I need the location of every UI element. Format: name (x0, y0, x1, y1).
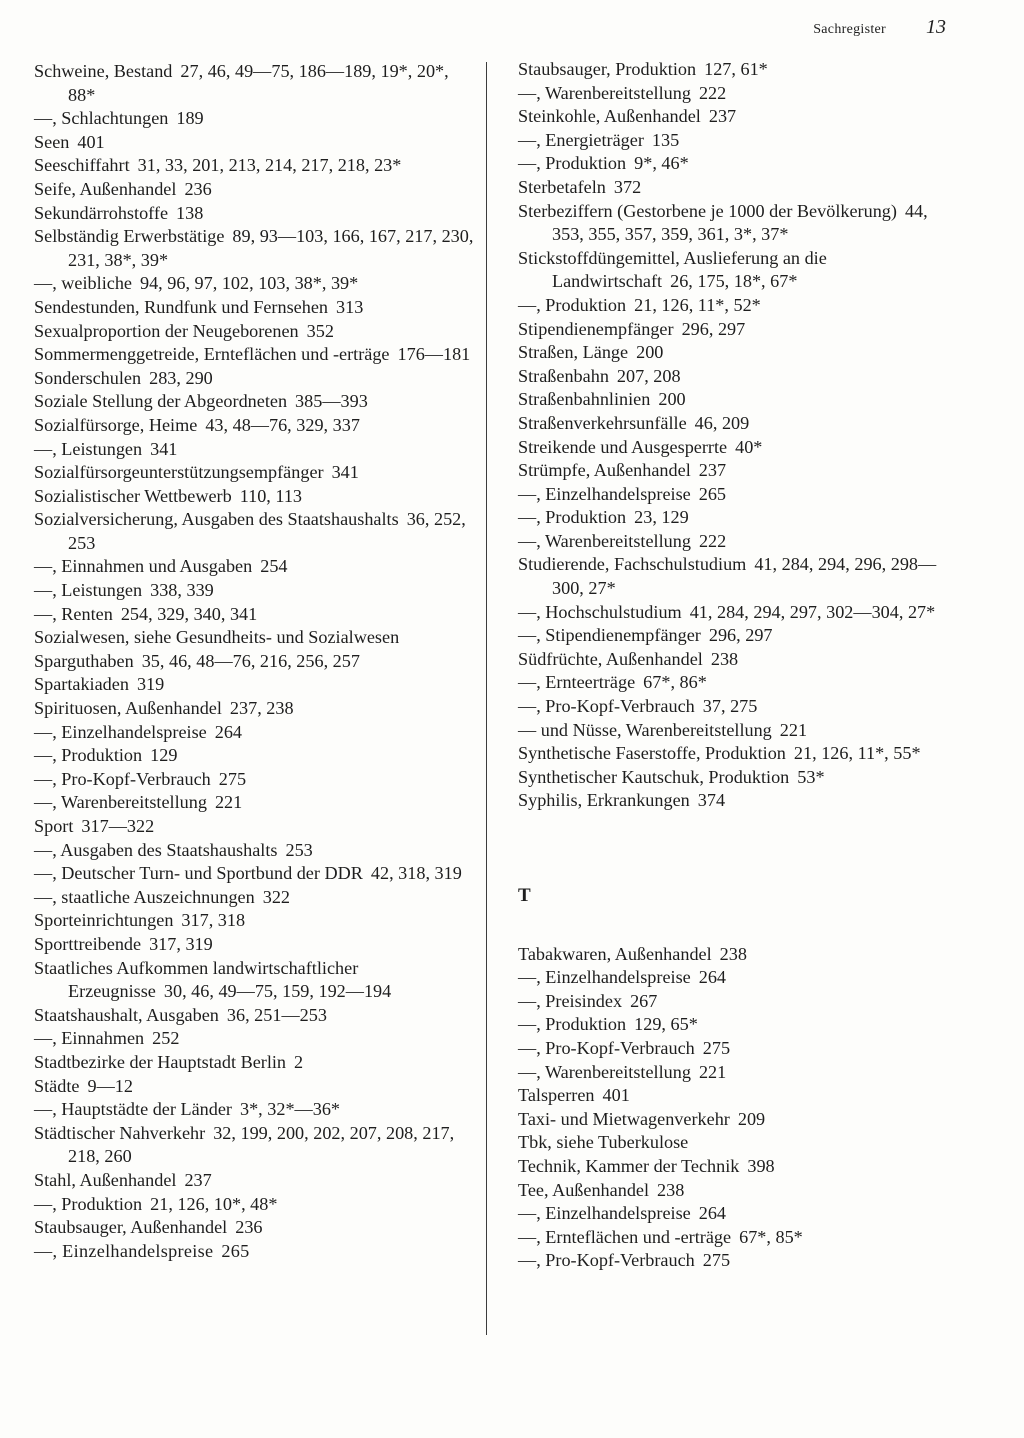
index-entry (34, 1004, 474, 1028)
index-entry (34, 508, 474, 555)
index-term: Taxi- und Mietwagenverkehr (518, 1108, 730, 1129)
index-term: Spirituosen, Außenhandel (34, 698, 222, 719)
index-term: —, Produktion (34, 745, 143, 766)
index-term: Straßenbahn (518, 365, 609, 386)
index-term: —, Stipendienempfänger (518, 625, 701, 646)
index-page-refs: 265 (698, 483, 727, 504)
index-entry (34, 414, 474, 438)
index-entry (518, 105, 963, 129)
index-term: Sterbetafeln (518, 176, 606, 197)
index-term: —, Produktion (518, 294, 627, 315)
index-page-refs: 296, 297 (681, 318, 746, 339)
index-page-refs: 252 (152, 1028, 180, 1049)
index-section-t (518, 943, 963, 1273)
index-entry (518, 553, 963, 600)
index-page-refs: 283, 290 (149, 367, 213, 388)
index-term: —, Produktion (518, 507, 627, 528)
index-term: Sexualproportion der Neugeborenen (34, 320, 299, 341)
index-page-refs: 254, 329, 340, 341 (120, 603, 258, 624)
index-entry (518, 742, 963, 766)
index-term: —, Warenbereitstellung (518, 530, 691, 551)
index-term: Sterbeziffern (Gestorbene je 1000 der Bevölkerung) (518, 200, 897, 221)
index-term: Schweine, Bestand (34, 61, 173, 81)
index-page-refs: 237, 238 (229, 698, 294, 719)
index-entry (34, 721, 474, 745)
index-entry (34, 886, 474, 910)
index-term: —, Einzelhandelspreise (518, 967, 691, 988)
section-letter-t: T (518, 885, 531, 906)
index-term: Spartakiaden (34, 674, 129, 695)
index-page-refs: 222 (698, 530, 727, 551)
index-term: —, Produktion (518, 153, 627, 174)
index-entry (34, 579, 474, 603)
index-term: Sekundärrohstoffe (34, 202, 169, 223)
index-page-refs: 3*, 32*—36* (239, 1099, 340, 1120)
index-page-refs: 27, 46, 49—75, 186—189, 19*, 20*, 88* (68, 61, 449, 105)
index-term: Seife, Außenhandel (34, 178, 177, 199)
index-page-refs: 138 (176, 202, 204, 223)
index-page-refs: 43, 48—76, 329, 337 (205, 414, 360, 435)
index-term: Sozialistischer Wettbewerb (34, 485, 232, 506)
index-entry (518, 624, 963, 648)
index-entry (518, 1108, 963, 1132)
index-page-refs: 265 (221, 1240, 250, 1261)
index-term: —, Deutscher Turn- und Sportbund der DDR (34, 863, 363, 884)
index-entry (34, 673, 474, 697)
index-term: Technik, Kammer der Technik (518, 1155, 740, 1176)
index-entry (518, 648, 963, 672)
index-term: —, Ausgaben des Staatshaushalts (34, 839, 278, 860)
index-page-refs: 209 (737, 1108, 766, 1129)
index-entry (34, 862, 474, 886)
index-page-refs: 35, 46, 48—76, 216, 256, 257 (141, 650, 360, 671)
index-page-refs: 207, 208 (616, 365, 681, 386)
index-entry (518, 1179, 963, 1203)
index-term: Straßenbahnlinien (518, 389, 651, 410)
index-term: Sporteinrichtungen (34, 910, 174, 931)
index-entry (518, 1155, 963, 1179)
index-term: —, Einzelhandelspreise (518, 1203, 691, 1224)
index-page-refs: 275 (702, 1250, 731, 1271)
index-entry (34, 107, 474, 131)
index-term: Sommermenggetreide, Ernteflächen und -erträge (34, 344, 390, 365)
index-entry (34, 202, 474, 226)
index-term: —, Einnahmen (34, 1028, 145, 1049)
index-entry (518, 365, 963, 389)
index-term: Streikende und Ausgesperrte (518, 436, 728, 457)
index-page-refs: 127, 61* (704, 59, 768, 79)
index-entry (518, 530, 963, 554)
index-page-refs: 30, 46, 49—75, 159, 192—194 (163, 981, 392, 1002)
column-divider (486, 62, 487, 1335)
index-term: Südfrüchte, Außenhandel (518, 648, 703, 669)
index-entry (34, 909, 474, 933)
index-entry (34, 131, 474, 155)
index-term: Stipendienempfänger (518, 318, 674, 339)
index-page-refs: 222 (698, 82, 727, 103)
index-term: Staubsauger, Produktion (518, 59, 697, 79)
index-page-refs: 264 (214, 721, 243, 742)
index-entry (34, 933, 474, 957)
index-term: Sozialwesen, siehe Gesundheits- und Sozialwesen (34, 627, 400, 648)
index-page-refs: 40* (735, 436, 763, 457)
index-term: —, Leistungen (34, 580, 143, 601)
index-page-refs: 176—181 (397, 344, 471, 365)
index-entry (34, 438, 474, 462)
index-entry (518, 506, 963, 530)
index-entry (34, 791, 474, 815)
index-page-refs: 32, 199, 200, 202, 207, 208, 217, 218, 260 (68, 1122, 455, 1167)
index-entry (518, 176, 963, 200)
index-page-refs: 275 (218, 768, 247, 789)
index-page-refs: 236 (184, 178, 212, 199)
index-term: —, Produktion (518, 1014, 627, 1035)
index-term: —, Hauptstädte der Länder (34, 1099, 232, 1120)
index-term: Tabakwaren, Außenhandel (518, 943, 712, 964)
index-term: —, Ernteflächen und -erträge (518, 1226, 732, 1247)
index-page-refs: 67*, 85* (739, 1226, 803, 1247)
index-page-refs: 254 (260, 556, 288, 577)
index-term: —, Einnahmen und Ausgaben (34, 556, 253, 577)
index-entry (34, 626, 474, 650)
index-term: —, weibliche (34, 273, 132, 294)
index-page-refs: 44, 353, 355, 357, 359, 361, 3*, 37* (552, 200, 928, 245)
index-page-refs: 296, 297 (708, 625, 773, 646)
index-page-refs: 89, 93—103, 166, 167, 217, 230, 231, 38*, 39* (68, 226, 474, 270)
index-page-refs: 189 (176, 108, 204, 129)
index-entry (518, 247, 963, 294)
index-term: —, Einzelhandelspreise (34, 1240, 214, 1261)
index-term: Staatshaushalt, Ausgaben (34, 1004, 219, 1025)
page-number: 13 (926, 16, 946, 38)
index-entry (518, 1084, 963, 1108)
index-term: Sparguthaben (34, 650, 134, 671)
index-entry (34, 603, 474, 627)
index-entry (34, 768, 474, 792)
index-page-refs: 41, 284, 294, 296, 298—300, 27* (552, 554, 937, 599)
index-page-refs: 37, 275 (702, 696, 758, 717)
index-page-refs: 2 (294, 1051, 304, 1072)
index-entry (34, 1240, 474, 1264)
index-page-refs: 200 (636, 342, 664, 363)
index-page-refs: 21, 126, 11*, 55* (793, 743, 921, 764)
index-term: Stahl, Außenhandel (34, 1169, 177, 1190)
page-header (813, 16, 946, 39)
index-term: —, Ernteerträge (518, 672, 636, 693)
index-entry (34, 650, 474, 674)
index-term: Städte (34, 1075, 80, 1096)
index-entry (518, 966, 963, 990)
index-term: Stadtbezirke der Hauptstadt Berlin (34, 1051, 287, 1072)
index-term: Steinkohle, Außenhandel (518, 106, 701, 127)
index-entry (518, 1249, 963, 1273)
index-term: Sporttreibende (34, 933, 142, 954)
index-page-refs: 31, 33, 201, 213, 214, 217, 218, 23* (137, 155, 402, 176)
index-term: Straßen, Länge (518, 342, 629, 363)
index-entry (34, 1027, 474, 1051)
index-page-refs: 401 (602, 1085, 630, 1106)
index-term: Syphilis, Erkrankungen (518, 790, 690, 811)
index-page-refs: 372 (613, 176, 642, 197)
index-entry (518, 1202, 963, 1226)
index-entry (34, 390, 474, 414)
index-page-refs: 94, 96, 97, 102, 103, 38*, 39* (139, 273, 359, 294)
index-entry (518, 1037, 963, 1061)
index-page-refs: 267 (630, 990, 658, 1011)
index-page-refs: 238 (719, 943, 747, 964)
index-page-refs: 275 (702, 1037, 731, 1058)
index-page-refs: 41, 284, 294, 297, 302—304, 27* (689, 601, 936, 622)
index-page-refs: 264 (698, 967, 727, 988)
index-page-refs: 46, 209 (694, 412, 750, 433)
index-term: Synthetische Faserstoffe, Produktion (518, 743, 786, 764)
index-entry (34, 272, 474, 296)
index-entry (518, 341, 963, 365)
index-entry (518, 601, 963, 625)
index-entry (518, 412, 963, 436)
index-term: Studierende, Fachschulstudium (518, 554, 747, 575)
index-entry (518, 671, 963, 695)
index-page-refs: 317—322 (81, 816, 155, 836)
index-entry (34, 1098, 474, 1122)
index-term: Seen (34, 131, 70, 152)
index-term: —, staatliche Auszeichnungen (34, 886, 255, 907)
index-page-refs: 317, 318 (181, 910, 246, 931)
index-page-refs: 200 (658, 389, 686, 410)
index-page-refs: 237 (184, 1169, 212, 1190)
index-entry (518, 58, 963, 82)
index-entry (518, 719, 963, 743)
index-page-refs: 264 (698, 1203, 727, 1224)
index-entry (518, 1226, 963, 1250)
index-page-refs: 67*, 86* (643, 672, 707, 693)
index-entry (34, 154, 474, 178)
index-term: Stickstoffdüngemittel, Auslieferung an die Landwirtschaft (518, 247, 827, 292)
index-entry (518, 459, 963, 483)
index-entry (34, 1122, 474, 1169)
index-entry (34, 1051, 474, 1075)
index-page-refs: 237 (708, 106, 737, 127)
index-term: Tbk, siehe Tuberkulose (518, 1132, 689, 1153)
running-head: Sachregister (813, 22, 886, 37)
index-term: —, Warenbereitstellung (518, 82, 691, 103)
index-term: —, Warenbereitstellung (518, 1061, 691, 1082)
index-entry (518, 82, 963, 106)
index-entry (518, 129, 963, 153)
index-term: —, Pro-Kopf-Verbrauch (518, 1037, 695, 1058)
index-page-refs: 237 (698, 460, 727, 481)
index-entry (34, 178, 474, 202)
index-page-refs: 401 (77, 131, 105, 152)
index-entry (518, 294, 963, 318)
index-entry (518, 1013, 963, 1037)
index-entry (518, 436, 963, 460)
index-term: Städtischer Nahverkehr (34, 1122, 206, 1143)
index-term: Strümpfe, Außenhandel (518, 460, 691, 481)
index-page-refs: 23, 129 (634, 507, 689, 528)
index-page-refs: 385—393 (295, 391, 368, 412)
index-section-s-continued (518, 58, 963, 813)
index-entry (518, 388, 963, 412)
index-page-refs: 341 (150, 438, 178, 459)
index-entry (34, 367, 474, 391)
index-page-refs: 319 (136, 674, 165, 695)
index-term: —, Schlachtungen (34, 108, 169, 129)
index-entry (518, 789, 963, 813)
index-page-refs: 253 (285, 839, 313, 860)
index-page-refs: 338, 339 (150, 580, 214, 601)
index-entry (518, 1061, 963, 1085)
index-page-refs: 42, 318, 319 (370, 863, 462, 884)
index-term: — und Nüsse, Warenbereitstellung (518, 719, 772, 740)
index-term: Staubsauger, Außenhandel (34, 1217, 228, 1238)
index-entry (34, 60, 474, 107)
index-page-refs: 129, 65* (634, 1014, 698, 1035)
index-term: Straßenverkehrsunfälle (518, 412, 687, 433)
index-page-refs: 398 (747, 1155, 775, 1176)
index-term: Staatliches Aufkommen landwirtschaftlicher Erzeugnisse (34, 957, 359, 1002)
index-entry (34, 697, 474, 721)
index-page-refs: 238 (657, 1179, 685, 1200)
index-term: —, Hochschulstudium (518, 601, 682, 622)
index-entry (34, 815, 474, 839)
index-page-refs: 317, 319 (149, 933, 213, 954)
index-page-refs: 322 (262, 886, 290, 907)
index-entry (518, 1131, 963, 1155)
index-page-refs: 238 (710, 648, 739, 669)
index-entry (518, 766, 963, 790)
index-term: —, Pro-Kopf-Verbrauch (518, 1250, 695, 1271)
index-term: —, Preisindex (518, 990, 623, 1011)
index-term: Sonderschulen (34, 367, 142, 388)
index-entry (34, 296, 474, 320)
index-page-refs: 236 (235, 1217, 263, 1238)
index-term: Seeschiffahrt (34, 155, 130, 176)
index-column-right (518, 58, 963, 1273)
index-page-refs: 9*, 46* (634, 153, 689, 174)
index-page-refs: 341 (331, 462, 359, 483)
index-page-refs: 313 (336, 296, 364, 317)
index-term: Soziale Stellung der Abgeordneten (34, 391, 288, 412)
index-entry (34, 320, 474, 344)
index-entry (518, 943, 963, 967)
index-entry (34, 839, 474, 863)
index-entry (34, 485, 474, 509)
index-term: —, Renten (34, 603, 113, 624)
index-page-refs: 221 (779, 719, 808, 740)
index-term: —, Einzelhandelspreise (518, 483, 691, 504)
index-entry (34, 744, 474, 768)
index-page-refs: 374 (697, 790, 726, 811)
index-term: Sport (34, 816, 74, 836)
index-entry (34, 1216, 474, 1240)
index-entry (518, 695, 963, 719)
index-term: Sozialversicherung, Ausgaben des Staatshaushalts (34, 509, 399, 530)
index-term: Sendestunden, Rundfunk und Fernsehen (34, 296, 328, 317)
index-entry (518, 990, 963, 1014)
index-entry (518, 200, 963, 247)
index-term: Sozialfürsorgeunterstützungsempfänger (34, 462, 324, 483)
index-entry (34, 1169, 474, 1193)
index-column-left (34, 60, 474, 1263)
index-term: —, Warenbereitstellung (34, 792, 207, 813)
index-page-refs: 36, 251—253 (226, 1004, 327, 1025)
index-term: —, Energieträger (518, 129, 644, 150)
index-entry (34, 1075, 474, 1099)
index-term: —, Pro-Kopf-Verbrauch (518, 696, 695, 717)
index-entry (34, 225, 474, 272)
index-term: —, Leistungen (34, 438, 143, 459)
index-entry (518, 318, 963, 342)
index-term: Talsperren (518, 1085, 595, 1106)
index-page-refs: 135 (651, 129, 680, 150)
index-term: Sozialfürsorge, Heime (34, 414, 198, 435)
index-entry (34, 343, 474, 367)
index-page-refs: 53* (797, 766, 825, 787)
index-page-refs: 36, 252, 253 (68, 509, 466, 553)
index-entry (518, 483, 963, 507)
index-entry (34, 1193, 474, 1217)
index-page-refs: 9—12 (87, 1075, 133, 1096)
index-entry (34, 957, 474, 1004)
index-entry (34, 555, 474, 579)
index-term: Selbständig Erwerbstätige (34, 226, 225, 247)
index-term: Tee, Außenhandel (518, 1179, 650, 1200)
index-page-refs: 221 (214, 792, 243, 813)
index-entry (34, 461, 474, 485)
index-page-refs: 21, 126, 10*, 48* (150, 1193, 278, 1214)
index-page-refs: 352 (306, 320, 334, 341)
index-entry (518, 152, 963, 176)
index-page-refs: 221 (698, 1061, 727, 1082)
index-term: —, Produktion (34, 1193, 143, 1214)
index-page-refs: 110, 113 (239, 485, 303, 506)
index-term: Synthetischer Kautschuk, Produktion (518, 766, 790, 787)
index-term: —, Pro-Kopf-Verbrauch (34, 768, 211, 789)
index-page-refs: 129 (150, 745, 178, 766)
index-page-refs: 26, 175, 18*, 67* (670, 271, 798, 292)
index-page-refs: 21, 126, 11*, 52* (634, 294, 761, 315)
index-term: —, Einzelhandelspreise (34, 721, 207, 742)
